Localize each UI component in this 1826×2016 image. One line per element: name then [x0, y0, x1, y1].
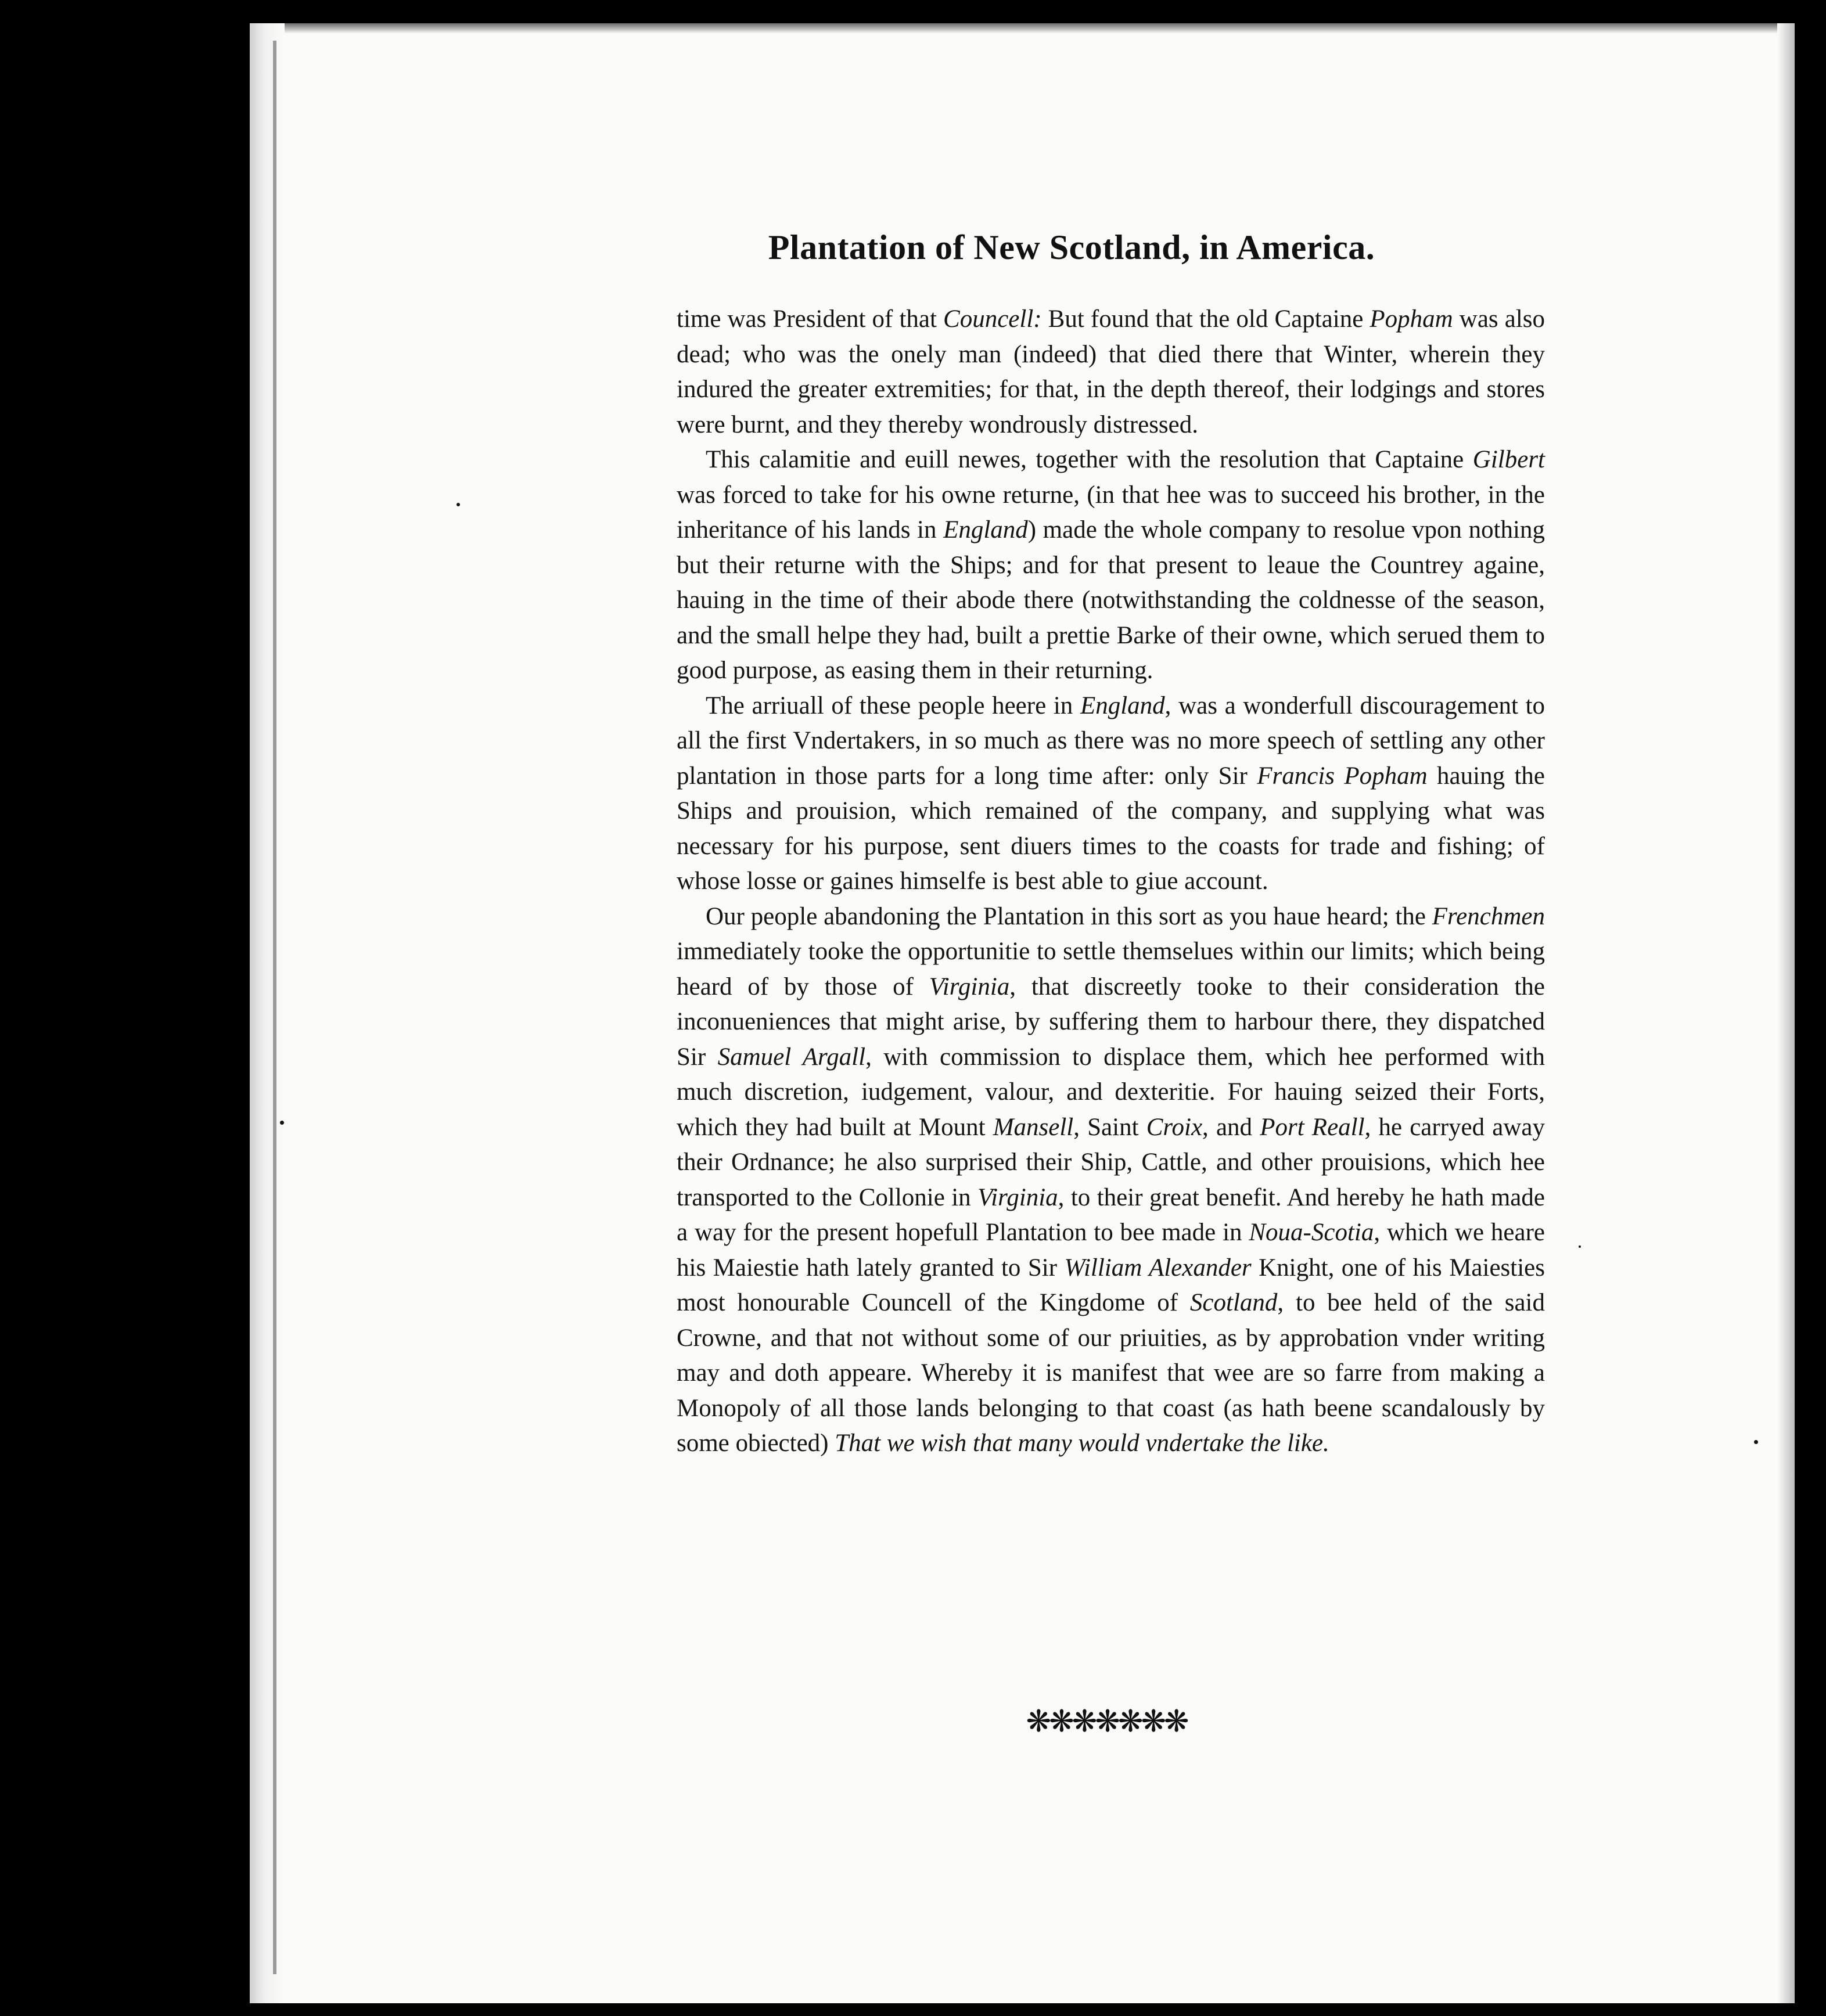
roman-text: , he carryed away their Ordnance; he also surprised their Ship, Cattle, and other prouisions, which hee transported to the Collonie in: [677, 1113, 1545, 1211]
roman-text: immediately tooke the opportunitie to settle themselues within our limits; which being heard of by those of: [677, 938, 1545, 1000]
body-text: [677, 302, 1545, 1461]
binding-gutter: [250, 23, 285, 2003]
scan-speck: [456, 503, 460, 506]
page-right-shadow: [1777, 23, 1795, 2003]
roman-text: Our people abandoning the Plantation in this sort as you haue heard; the: [706, 902, 1432, 930]
italic-text: Noua-Scotia: [1249, 1219, 1374, 1246]
roman-text: , was a wonderfull discouragement to all the first Vndertakers, in so much as there was no more speech of settling any other plantation in those parts for a long time after: only Sir: [677, 692, 1545, 790]
page-right-edge: [1795, 23, 1826, 2003]
page-top-edge: [250, 23, 1818, 34]
roman-text: , with commission to displace them, which hee performed with much discretion, iudgement, valour, and dexteritie. For hauing seized their Forts, which they had built at Mount: [677, 1043, 1545, 1141]
italic-text: Virginia: [977, 1183, 1058, 1211]
scan-speck: [1579, 1245, 1581, 1248]
roman-text: , to bee held of the said Crowne, and that not without some of our priuities, as by approbation vnder writing may and doth appeare. Whereby it is manifest that wee are so farre from making a Monopoly of all those lands belonging to that coast (as hath beene scandalously by some obiected): [677, 1289, 1545, 1457]
italic-text: Port Reall: [1260, 1113, 1365, 1141]
italic-text: Popham: [1370, 305, 1453, 333]
gutter-line: [273, 41, 276, 1974]
italic-text: That we wish that many would vndertake the like.: [835, 1430, 1329, 1457]
italic-text: Frenchmen: [1432, 902, 1545, 930]
italic-text: William Alexander: [1064, 1254, 1252, 1281]
roman-text: , to their great benefit. And hereby he hath made a way for the present hopefull Plantation to bee made in: [677, 1183, 1545, 1246]
roman-text: This calamitie and euill newes, together with the resolution that Captaine: [706, 446, 1473, 473]
roman-text: was forced to take for his owne returne, (in that hee was to succeed his brother, in the inheritance of his lands in: [677, 481, 1545, 543]
italic-text: Virginia: [929, 973, 1010, 1000]
italic-text: England: [943, 516, 1028, 543]
italic-text: Mansell: [993, 1113, 1074, 1141]
scan-speck: [280, 1121, 284, 1125]
roman-text: ) made the whole company to resolue vpon nothing but their returne with the Ships; and for that present to leaue the Countrey againe, hauing in the time of their abode there (notwithstanding the coldnesse of the season, and the small helpe they had, built a prettie Barke of their owne, which serued them to good purpose, as easing them in their returning.: [677, 516, 1545, 684]
italic-text: Gilbert: [1472, 446, 1545, 473]
scan-speck: [1754, 1440, 1758, 1444]
body-paragraph: [677, 302, 1545, 442]
italic-text: Councell:: [943, 305, 1042, 333]
roman-text: The arriuall of these people heere in: [706, 692, 1080, 719]
italic-text: England: [1080, 692, 1165, 719]
italic-text: Francis Popham: [1257, 762, 1428, 790]
roman-text: , Saint: [1073, 1113, 1146, 1141]
body-paragraph: [677, 442, 1545, 689]
roman-text: time was President of that: [677, 305, 944, 333]
body-paragraph: [677, 899, 1545, 1461]
roman-text: , and: [1202, 1113, 1260, 1141]
roman-text: was also dead; who was the onely man (indeed) that died there that Winter, wherein they indured the greater extremities; for that, in the depth thereof, their lodgings and stores were burnt, and they thereby wondrously distressed.: [677, 305, 1545, 438]
running-head: Plantation of New Scotland, in America.: [768, 228, 1375, 267]
roman-text: , which we heare his Maiestie hath lately granted to Sir: [677, 1219, 1545, 1281]
italic-text: Croix: [1146, 1113, 1203, 1141]
tailpiece-ornament: ❋❋❋❋❋❋❋: [1026, 1704, 1187, 1739]
body-paragraph: [677, 689, 1545, 899]
roman-text: hauing the Ships and prouision, which remained of the company, and supplying what was necessary for his purpose, sent diuers times to the coasts for trade and fishing; of whose losse or gaines himselfe is best able to giue account.: [677, 762, 1545, 895]
roman-text: , that discreetly tooke to their consideration the inconueniences that might arise, by suffering them to harbour there, they dispatched Sir: [677, 973, 1545, 1071]
roman-text: Knight, one of his Maiesties most honourable Councell of the Kingdome of: [677, 1254, 1545, 1316]
italic-text: Scotland: [1189, 1289, 1278, 1316]
roman-text: But found that the old Captaine: [1041, 305, 1370, 333]
italic-text: Samuel Argall: [717, 1043, 866, 1071]
